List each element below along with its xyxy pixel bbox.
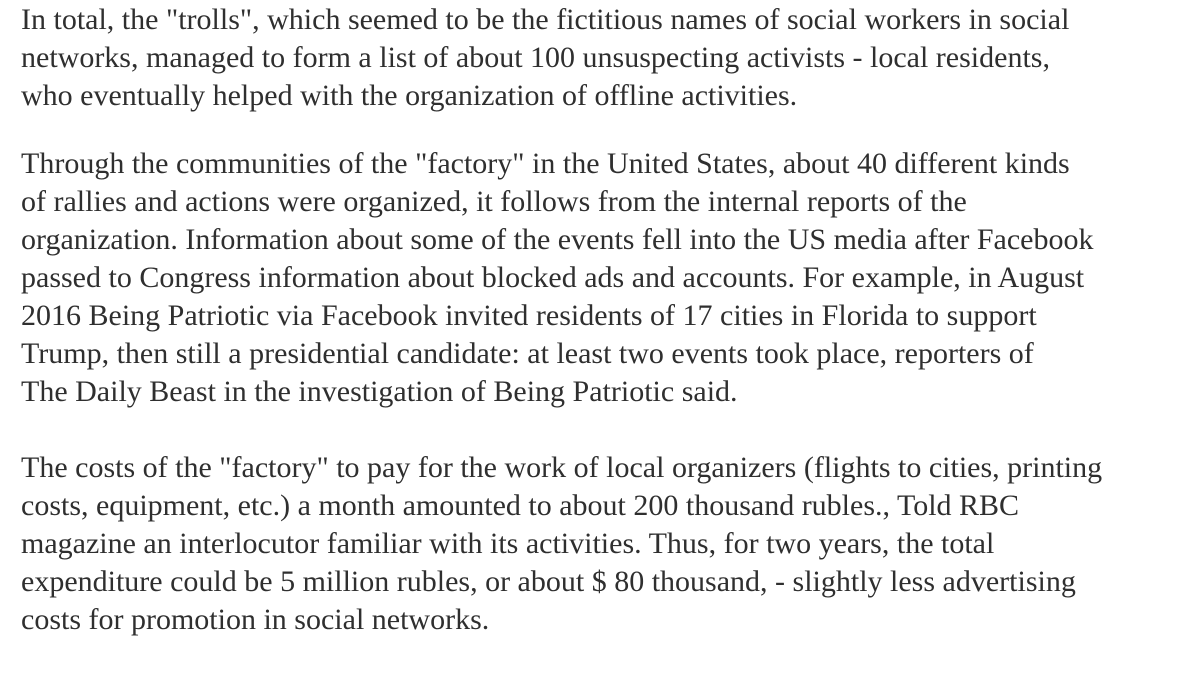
text-line: Trump, then still a presidential candidate: at least two events took place, reporters of	[21, 337, 1034, 370]
text-line: passed to Congress information about blocked ads and accounts. For example, in August	[21, 261, 1085, 294]
text-line: costs, equipment, etc.) a month amounted to about 200 thousand rubles., Told RBC	[21, 489, 1020, 522]
text-line: magazine an interlocutor familiar with its activities. Thus, for two years, the total	[21, 527, 995, 560]
paragraph-costs	[21, 449, 1171, 639]
paragraph-rallies	[21, 145, 1171, 411]
text-line: In total, the "trolls", which seemed to be the fictitious names of social workers in social	[21, 3, 1070, 36]
text-line: expenditure could be 5 million rubles, or about $ 80 thousand, - slightly less advertising	[21, 565, 1076, 598]
text-line: who eventually helped with the organization of offline activities.	[21, 79, 798, 112]
paragraph-trolls-list	[21, 1, 1171, 115]
text-line: Through the communities of the "factory" in the United States, about 40 different kinds	[21, 147, 1070, 180]
text-line: networks, managed to form a list of about 100 unsuspecting activists - local residents,	[21, 41, 1050, 74]
text-line: The costs of the "factory" to pay for the work of local organizers (flights to cities, printing	[21, 451, 1103, 484]
text-line: The Daily Beast in the investigation of Being Patriotic said.	[21, 375, 738, 408]
text-line: organization. Information about some of the events fell into the US media after Facebook	[21, 223, 1094, 256]
text-line: 2016 Being Patriotic via Facebook invited residents of 17 cities in Florida to support	[21, 299, 1037, 332]
text-line: of rallies and actions were organized, it follows from the internal reports of the	[21, 185, 967, 218]
text-line: costs for promotion in social networks.	[21, 603, 490, 636]
